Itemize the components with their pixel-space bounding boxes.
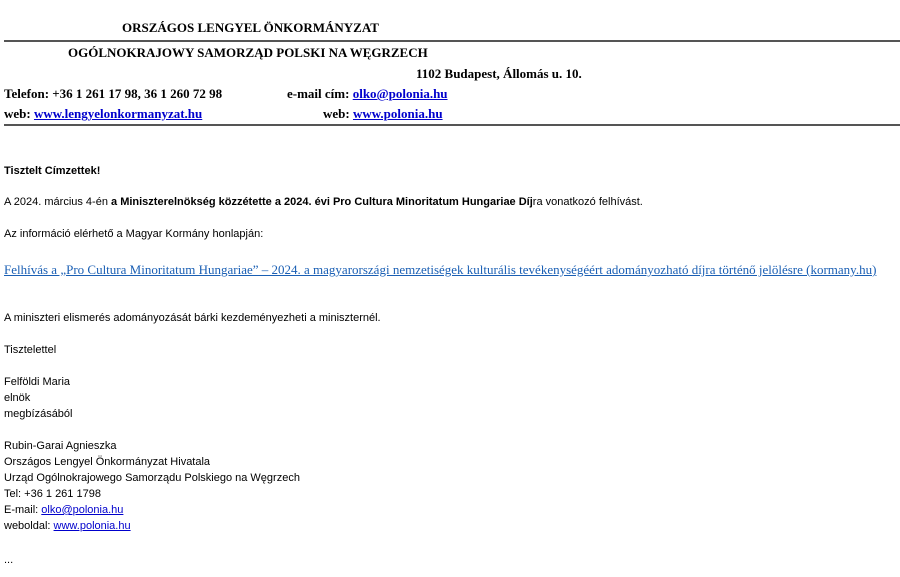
- org-name-hu: ORSZÁGOS LENGYEL ÖNKORMÁNYZAT: [122, 20, 379, 35]
- closing: Tisztelettel: [4, 344, 57, 356]
- p1-bold: a Miniszterelnökség közzétette a 2024. évi Pro Cultura Minoritatum Hungariae Díj: [111, 196, 533, 208]
- org-name-pl: OGÓLNOKRAJOWY SAMORZĄD POLSKI NA WĘGRZECH: [68, 45, 428, 60]
- trailing-ellipsis: ...: [4, 554, 14, 566]
- sender-office-hu: Országos Lengyel Önkormányzat Hivatala: [4, 456, 211, 468]
- header-rule-bottom: [4, 124, 900, 126]
- greeting: Tisztelt Címzettek!: [4, 165, 101, 177]
- sender-office-pl: Urząd Ogólnokrajowego Samorządu Polskiego na Węgrzech: [4, 472, 300, 484]
- p1-start: A 2024. március 4-én: [4, 196, 112, 208]
- paragraph-3: A miniszteri elismerés adományozását bárki kezdeményezheti a miniszternél.: [4, 312, 381, 324]
- web-line-2: [323, 106, 443, 122]
- web-label-1: web:: [4, 106, 31, 121]
- signer-role: elnök: [4, 392, 31, 404]
- sender-web-line: [4, 520, 131, 532]
- sender-email-line: [4, 504, 123, 516]
- sender-web-label: weboldal:: [4, 520, 54, 532]
- paragraph-2: Az információ elérhető a Magyar Kormány honlapján:: [4, 228, 264, 240]
- email-label: e-mail cím:: [287, 86, 350, 101]
- signer-name: Felföldi Maria: [4, 376, 71, 388]
- website-link-1[interactable]: www.lengyelonkormanyzat.hu: [33, 106, 203, 121]
- phone-line: Telefon: +36 1 261 17 98, 36 1 260 72 98: [4, 86, 223, 101]
- p1-end: ra vonatkozó felhívást.: [532, 196, 643, 208]
- web-line-1: [4, 106, 202, 122]
- org-address: 1102 Budapest, Állomás u. 10.: [416, 66, 582, 81]
- email-line: [287, 86, 448, 102]
- paragraph-1: [4, 196, 643, 208]
- sender-email-link[interactable]: olko@polonia.hu: [41, 504, 124, 516]
- web-label-2: web:: [323, 106, 350, 121]
- sender-tel: Tel: +36 1 261 1798: [4, 488, 101, 500]
- sender-name: Rubin-Garai Agnieszka: [4, 440, 117, 452]
- announcement-link[interactable]: Felhívás a „Pro Cultura Minoritatum Hungariae” – 2024. a magyarországi nemzetiségek kulturális tevékenységéért adományozható díjra történő jelölésre (kormany.hu): [4, 262, 877, 277]
- website-link-2[interactable]: www.polonia.hu: [352, 106, 443, 121]
- header-rule-top: [4, 40, 900, 42]
- email-link[interactable]: olko@polonia.hu: [352, 86, 448, 101]
- sender-web-link[interactable]: www.polonia.hu: [53, 520, 131, 532]
- signer-note: megbízásából: [4, 408, 73, 420]
- sender-email-label: E-mail:: [4, 504, 42, 516]
